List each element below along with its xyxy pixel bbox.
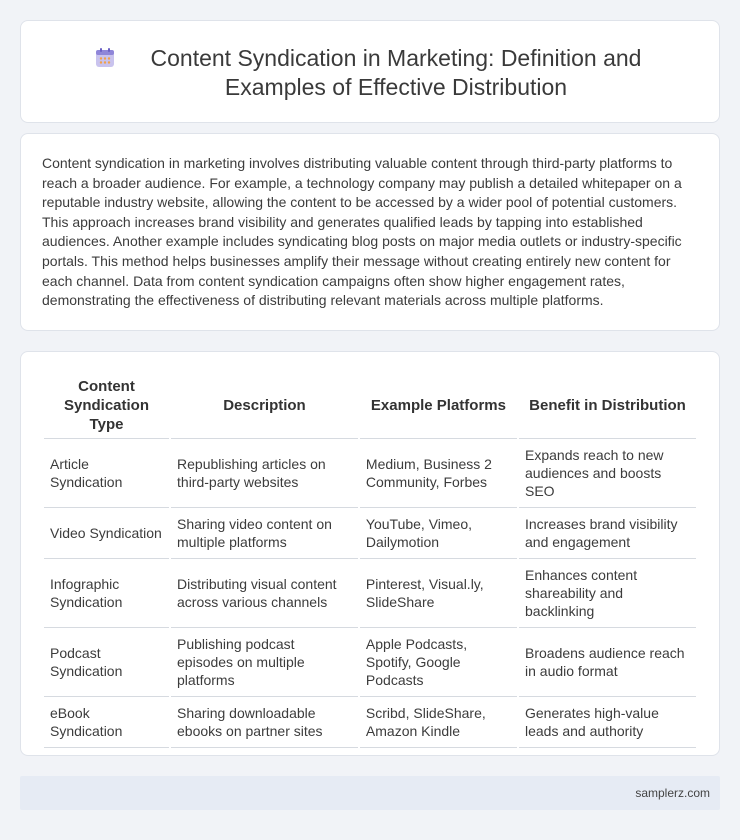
column-header-platforms: Example Platforms [360,372,517,439]
cell-description: Sharing video content on multiple platforms [171,508,358,559]
cell-platforms: Medium, Business 2 Community, Forbes [360,439,517,508]
cell-benefit: Increases brand visibility and engagement [519,508,696,559]
table-header-row [44,372,696,439]
cell-type: eBook Syndication [44,697,169,748]
column-header-type: Content Syndication Type [44,372,169,439]
title-card [20,20,720,123]
cell-benefit: Generates high-value leads and authority [519,697,696,748]
footer-site-link[interactable]: samplerz.com [635,786,710,800]
page-title: Content Syndication in Marketing: Definition and Examples of Effective Distribution [150,45,642,100]
cell-type: Infographic Syndication [44,559,169,628]
intro-paragraph: Content syndication in marketing involves distributing valuable content through third-party platforms to reach a broader audience. For example, a technology company may publish a detailed whitepaper on a reputable industry website, allowing the content to be accessed by a wider pool of potential customers. This approach increases brand visibility and generates qualified leads by tapping into established audiences. Another example includes syndicating blog posts on major media outlets or industry-specific portals. This method helps businesses amplify their message without creating entirely new content for each channel. Data from content syndication campaigns often show higher engagement rates, demonstrating the effectiveness of distributing relevant materials across multiple platforms. [42,155,682,309]
cell-type: Article Syndication [44,439,169,508]
cell-platforms: Scribd, SlideShare, Amazon Kindle [360,697,517,748]
column-header-benefit: Benefit in Distribution [519,372,696,439]
cell-description: Distributing visual content across various channels [171,559,358,628]
table-row [44,697,696,748]
cell-benefit: Broadens audience reach in audio format [519,628,696,697]
cell-description: Sharing downloadable ebooks on partner sites [171,697,358,748]
cell-platforms: YouTube, Vimeo, Dailymotion [360,508,517,559]
cell-type: Podcast Syndication [44,628,169,697]
cell-platforms: Apple Podcasts, Spotify, Google Podcasts [360,628,517,697]
column-header-description: Description [171,372,358,439]
footer-bar [20,776,720,810]
cell-description: Republishing articles on third-party websites [171,439,358,508]
cell-description: Publishing podcast episodes on multiple platforms [171,628,358,697]
syndication-table [42,372,698,748]
table-card [20,351,720,756]
table-row [44,628,696,697]
cell-platforms: Pinterest, Visual.ly, SlideShare [360,559,517,628]
calendar-icon [93,46,117,70]
intro-card [20,133,720,331]
table-row [44,508,696,559]
table-row [44,439,696,508]
cell-benefit: Enhances content shareability and backlinking [519,559,696,628]
cell-type: Video Syndication [44,508,169,559]
table-row [44,559,696,628]
cell-benefit: Expands reach to new audiences and boosts SEO [519,439,696,508]
